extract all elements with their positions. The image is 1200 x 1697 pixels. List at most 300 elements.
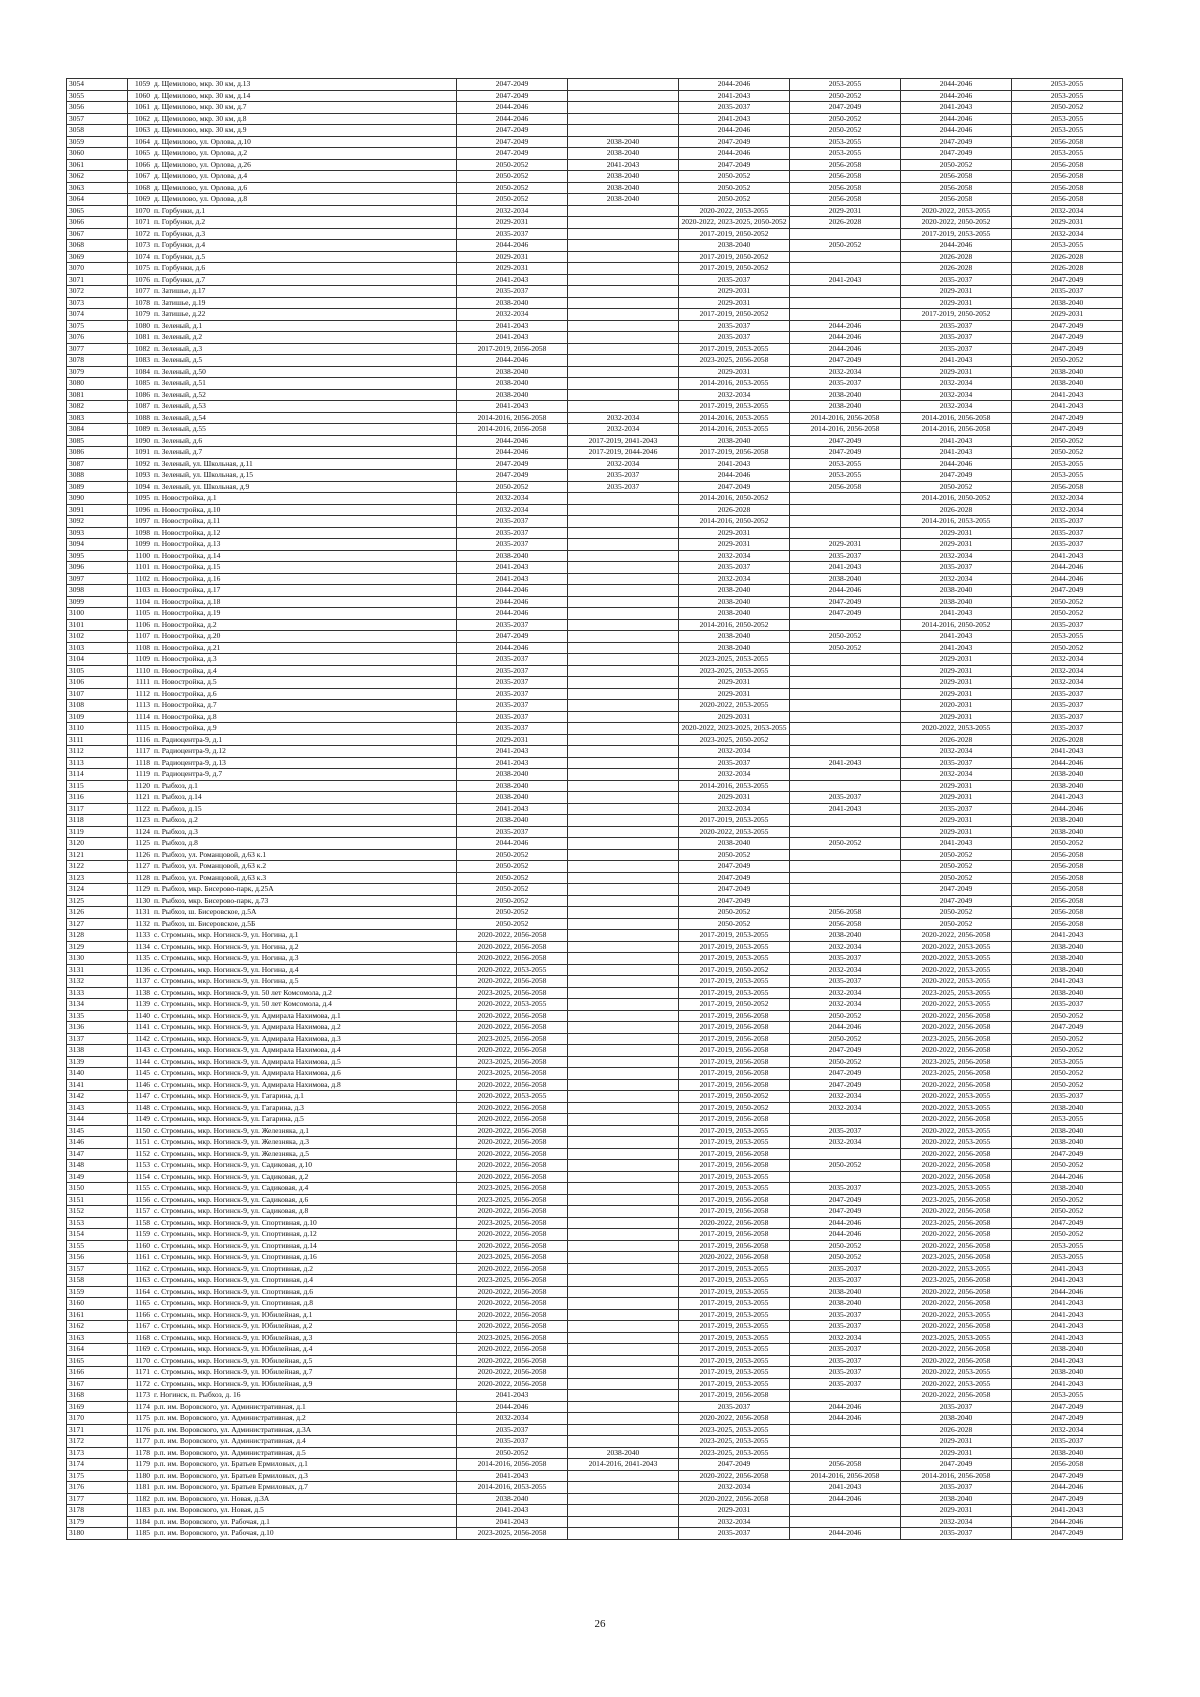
cell-y6: 2038-2040 (1012, 1367, 1123, 1379)
cell-y6: 2041-2043 (1012, 1505, 1123, 1517)
cell-y2 (568, 1321, 679, 1333)
table-row (67, 849, 1123, 861)
cell-y3: 2032-2034 (679, 746, 790, 758)
table-row (67, 1022, 1123, 1034)
cell-y5: 2047-2049 (901, 884, 1012, 896)
cell-y1: 2020-2022, 2056-2058 (457, 1263, 568, 1275)
cell-y3: 2050-2052 (679, 194, 790, 206)
cell-num: 1073 (128, 240, 153, 252)
cell-y4: 2050-2052 (790, 1252, 901, 1264)
table-row (67, 838, 1123, 850)
cell-y1: 2020-2022, 2056-2058 (457, 1160, 568, 1172)
cell-id: 3176 (67, 1482, 128, 1494)
table-row (67, 861, 1123, 873)
cell-address: п. Зеленый, д.52 (152, 389, 457, 401)
cell-num: 1118 (128, 757, 153, 769)
cell-address: п. Зеленый, ул. Школьная, д.15 (152, 470, 457, 482)
cell-y5: 2020-2022, 2056-2058 (901, 1114, 1012, 1126)
cell-y2 (568, 1516, 679, 1528)
table-row (67, 527, 1123, 539)
cell-num: 1092 (128, 458, 153, 470)
cell-y1: 2023-2025, 2056-2058 (457, 1252, 568, 1264)
table-row (67, 366, 1123, 378)
cell-num: 1150 (128, 1125, 153, 1137)
cell-y6: 2056-2058 (1012, 194, 1123, 206)
cell-y2 (568, 1068, 679, 1080)
cell-y3: 2035-2037 (679, 320, 790, 332)
cell-y5: 2020-2022, 2053-2055 (901, 205, 1012, 217)
cell-y6: 2032-2034 (1012, 677, 1123, 689)
cell-y1: 2041-2043 (457, 1470, 568, 1482)
cell-y6: 2047-2049 (1012, 1148, 1123, 1160)
cell-y1: 2035-2037 (457, 711, 568, 723)
cell-y6: 2041-2043 (1012, 792, 1123, 804)
cell-id: 3082 (67, 401, 128, 413)
cell-y3: 2032-2034 (679, 550, 790, 562)
cell-y2 (568, 389, 679, 401)
cell-y2 (568, 1240, 679, 1252)
cell-id: 3129 (67, 941, 128, 953)
cell-y4: 2050-2052 (790, 240, 901, 252)
cell-num: 1094 (128, 481, 153, 493)
cell-y6: 2050-2052 (1012, 355, 1123, 367)
table-row (67, 194, 1123, 206)
cell-y5: 2014-2016, 2056-2058 (901, 1470, 1012, 1482)
cell-y4: 2047-2049 (790, 435, 901, 447)
cell-address: п. Затишье, д.19 (152, 297, 457, 309)
cell-y4: 2050-2052 (790, 838, 901, 850)
table-row (67, 1171, 1123, 1183)
table-row (67, 550, 1123, 562)
cell-id: 3112 (67, 746, 128, 758)
cell-y2 (568, 320, 679, 332)
cell-y5: 2047-2049 (901, 470, 1012, 482)
cell-y4 (790, 665, 901, 677)
cell-address: п. Горбунки, д.5 (152, 251, 457, 263)
cell-y1: 2020-2022, 2053-2055 (457, 1091, 568, 1103)
table-row (67, 481, 1123, 493)
cell-num: 1177 (128, 1436, 153, 1448)
cell-num: 1072 (128, 228, 153, 240)
cell-y3: 2035-2037 (679, 757, 790, 769)
cell-address: с. Стромынь, мкр. Ногинск-9, ул. Адмирала Нахимова, д.2 (152, 1022, 457, 1034)
table-row (67, 251, 1123, 263)
cell-y3: 2044-2046 (679, 125, 790, 137)
cell-num: 1121 (128, 792, 153, 804)
cell-y3: 2017-2019, 2056-2058 (679, 1390, 790, 1402)
cell-num: 1181 (128, 1482, 153, 1494)
cell-y5: 2032-2034 (901, 378, 1012, 390)
cell-y1: 2041-2043 (457, 1390, 568, 1402)
cell-y2: 2041-2043 (568, 159, 679, 171)
cell-id: 3098 (67, 585, 128, 597)
cell-y5: 2020-2022, 2053-2055 (901, 1137, 1012, 1149)
cell-y4: 2032-2034 (790, 1091, 901, 1103)
cell-y1: 2023-2025, 2056-2058 (457, 1056, 568, 1068)
cell-y3: 2017-2019, 2050-2052 (679, 309, 790, 321)
cell-y5: 2026-2028 (901, 1424, 1012, 1436)
cell-num: 1082 (128, 343, 153, 355)
cell-y3: 2023-2025, 2053-2055 (679, 665, 790, 677)
cell-y2 (568, 596, 679, 608)
cell-y2 (568, 1263, 679, 1275)
cell-address: с. Стромынь, мкр. Ногинск-9, ул. Ногина, д.1 (152, 930, 457, 942)
cell-y3: 2017-2019, 2050-2052 (679, 1091, 790, 1103)
cell-address: р.п. им. Воровского, ул. Административная, д.3А (152, 1424, 457, 1436)
cell-address: п. Затишье, д.22 (152, 309, 457, 321)
cell-y6: 2056-2058 (1012, 849, 1123, 861)
cell-address: с. Стромынь, мкр. Ногинск-9, ул. Спортивная, д.4 (152, 1275, 457, 1287)
cell-num: 1167 (128, 1321, 153, 1333)
cell-y1: 2035-2037 (457, 688, 568, 700)
cell-address: р.п. им. Воровского, ул. Административная, д.4 (152, 1436, 457, 1448)
cell-num: 1075 (128, 263, 153, 275)
cell-y5: 2044-2046 (901, 90, 1012, 102)
table-row (67, 723, 1123, 735)
cell-y4: 2041-2043 (790, 562, 901, 574)
table-row (67, 700, 1123, 712)
cell-y1: 2038-2040 (457, 792, 568, 804)
cell-id: 3121 (67, 849, 128, 861)
cell-num: 1081 (128, 332, 153, 344)
cell-id: 3125 (67, 895, 128, 907)
cell-num: 1155 (128, 1183, 153, 1195)
cell-y5: 2017-2019, 2050-2052 (901, 309, 1012, 321)
cell-y1: 2014-2016, 2056-2058 (457, 424, 568, 436)
cell-y1: 2020-2022, 2056-2058 (457, 1045, 568, 1057)
cell-y6: 2038-2040 (1012, 826, 1123, 838)
cell-num: 1162 (128, 1263, 153, 1275)
cell-y2: 2032-2034 (568, 458, 679, 470)
cell-y1: 2020-2022, 2056-2058 (457, 1321, 568, 1333)
cell-y2: 2017-2019, 2041-2043 (568, 435, 679, 447)
cell-id: 3148 (67, 1160, 128, 1172)
cell-y4: 2044-2046 (790, 343, 901, 355)
cell-y1: 2038-2040 (457, 780, 568, 792)
cell-y1: 2047-2049 (457, 458, 568, 470)
cell-y2 (568, 1424, 679, 1436)
cell-y2 (568, 493, 679, 505)
cell-y2 (568, 1470, 679, 1482)
cell-y5: 2023-2025, 2056-2058 (901, 1252, 1012, 1264)
cell-y2 (568, 1022, 679, 1034)
table-row (67, 608, 1123, 620)
cell-y4: 2032-2034 (790, 941, 901, 953)
cell-id: 3083 (67, 412, 128, 424)
cell-y1: 2020-2022, 2053-2055 (457, 999, 568, 1011)
cell-y3: 2029-2031 (679, 366, 790, 378)
cell-y5: 2050-2052 (901, 861, 1012, 873)
cell-id: 3113 (67, 757, 128, 769)
cell-y1: 2044-2046 (457, 596, 568, 608)
cell-y1: 2020-2022, 2056-2058 (457, 1206, 568, 1218)
cell-y3: 2041-2043 (679, 458, 790, 470)
cell-y2 (568, 274, 679, 286)
cell-address: д. Щемилово, мкр. 30 км, д.9 (152, 125, 457, 137)
cell-address: п. Новостройка, д.14 (152, 550, 457, 562)
cell-id: 3056 (67, 102, 128, 114)
cell-id: 3178 (67, 1505, 128, 1517)
cell-num: 1070 (128, 205, 153, 217)
cell-y2: 2038-2040 (568, 171, 679, 183)
table-row (67, 1056, 1123, 1068)
cell-y6: 2044-2046 (1012, 803, 1123, 815)
cell-y5: 2038-2040 (901, 1493, 1012, 1505)
cell-address: п. Зеленый, д.1 (152, 320, 457, 332)
cell-y6: 2035-2037 (1012, 999, 1123, 1011)
cell-y3: 2020-2022, 2053-2055 (679, 700, 790, 712)
cell-y5: 2050-2052 (901, 849, 1012, 861)
cell-y6: 2041-2043 (1012, 401, 1123, 413)
table-row (67, 1447, 1123, 1459)
cell-num: 1096 (128, 504, 153, 516)
table-row (67, 401, 1123, 413)
cell-y3: 2047-2049 (679, 872, 790, 884)
cell-address: с. Стромынь, мкр. Ногинск-9, ул. Юбилейная, д.1 (152, 1309, 457, 1321)
cell-y3: 2014-2016, 2053-2055 (679, 780, 790, 792)
cell-y1: 2035-2037 (457, 527, 568, 539)
table-row (67, 815, 1123, 827)
table-row (67, 79, 1123, 91)
table-row (67, 435, 1123, 447)
cell-y3: 2020-2022, 2023-2025, 2053-2055 (679, 723, 790, 735)
cell-y5: 2020-2022, 2056-2058 (901, 1298, 1012, 1310)
cell-y3: 2041-2043 (679, 90, 790, 102)
cell-address: с. Стромынь, мкр. Ногинск-9, ул. Адмирала Нахимова, д.3 (152, 1033, 457, 1045)
table-row (67, 872, 1123, 884)
table-row (67, 918, 1123, 930)
cell-y3: 2017-2019, 2053-2055 (679, 1183, 790, 1195)
cell-y6: 2047-2049 (1012, 332, 1123, 344)
table-row (67, 734, 1123, 746)
cell-y5: 2026-2028 (901, 263, 1012, 275)
cell-y4: 2047-2049 (790, 1079, 901, 1091)
cell-y3: 2017-2019, 2056-2058 (679, 1114, 790, 1126)
cell-y6: 2038-2040 (1012, 769, 1123, 781)
cell-y5: 2035-2037 (901, 343, 1012, 355)
cell-num: 1184 (128, 1516, 153, 1528)
cell-y6: 2035-2037 (1012, 286, 1123, 298)
cell-id: 3146 (67, 1137, 128, 1149)
cell-num: 1126 (128, 849, 153, 861)
cell-y5: 2032-2034 (901, 573, 1012, 585)
cell-y6: 2038-2040 (1012, 366, 1123, 378)
cell-num: 1109 (128, 654, 153, 666)
cell-y1: 2020-2022, 2056-2058 (457, 941, 568, 953)
cell-y6: 2038-2040 (1012, 953, 1123, 965)
cell-y1: 2023-2025, 2056-2058 (457, 1068, 568, 1080)
cell-y3: 2014-2016, 2050-2052 (679, 493, 790, 505)
cell-y6: 2047-2049 (1012, 1401, 1123, 1413)
cell-num: 1129 (128, 884, 153, 896)
cell-num: 1140 (128, 1010, 153, 1022)
cell-y6: 2026-2028 (1012, 734, 1123, 746)
cell-id: 3065 (67, 205, 128, 217)
cell-y2: 2014-2016, 2041-2043 (568, 1459, 679, 1471)
cell-num: 1098 (128, 527, 153, 539)
cell-y3: 2026-2028 (679, 504, 790, 516)
cell-y3: 2020-2022, 2056-2058 (679, 1252, 790, 1264)
cell-y3: 2017-2019, 2053-2055 (679, 1125, 790, 1137)
cell-y2 (568, 1298, 679, 1310)
table-row (67, 1298, 1123, 1310)
cell-y6: 2035-2037 (1012, 516, 1123, 528)
cell-y1: 2020-2022, 2056-2058 (457, 1010, 568, 1022)
cell-y2: 2038-2040 (568, 194, 679, 206)
cell-y5: 2050-2052 (901, 481, 1012, 493)
table-row (67, 182, 1123, 194)
cell-num: 1059 (128, 79, 153, 91)
cell-num: 1123 (128, 815, 153, 827)
cell-y2 (568, 1344, 679, 1356)
cell-y4: 2053-2055 (790, 470, 901, 482)
cell-y5: 2047-2049 (901, 136, 1012, 148)
cell-y4 (790, 1436, 901, 1448)
cell-num: 1185 (128, 1528, 153, 1540)
cell-y4: 2038-2040 (790, 573, 901, 585)
cell-y4: 2035-2037 (790, 1309, 901, 1321)
cell-id: 3054 (67, 79, 128, 91)
table-row (67, 987, 1123, 999)
cell-num: 1178 (128, 1447, 153, 1459)
table-row (67, 205, 1123, 217)
cell-y4 (790, 746, 901, 758)
cell-y6: 2044-2046 (1012, 1171, 1123, 1183)
cell-y1: 2020-2022, 2056-2058 (457, 1114, 568, 1126)
cell-address: п. Новостройка, д.6 (152, 688, 457, 700)
cell-id: 3162 (67, 1321, 128, 1333)
cell-num: 1128 (128, 872, 153, 884)
cell-y5: 2023-2025, 2053-2055 (901, 1332, 1012, 1344)
cell-num: 1115 (128, 723, 153, 735)
cell-address: д. Щемилово, ул. Орлова, д.4 (152, 171, 457, 183)
cell-address: с. Стромынь, мкр. Ногинск-9, ул. Юбилейная, д.4 (152, 1344, 457, 1356)
cell-y6: 2047-2049 (1012, 1217, 1123, 1229)
cell-address: п. Затишье, д.17 (152, 286, 457, 298)
table-row (67, 125, 1123, 137)
cell-num: 1130 (128, 895, 153, 907)
cell-y5: 2029-2031 (901, 1505, 1012, 1517)
table-row (67, 217, 1123, 229)
cell-y3: 2038-2040 (679, 240, 790, 252)
cell-y5: 2026-2028 (901, 504, 1012, 516)
cell-y1: 2038-2040 (457, 366, 568, 378)
cell-id: 3165 (67, 1355, 128, 1367)
cell-address: с. Стромынь, мкр. Ногинск-9, ул. Садиковая, д.2 (152, 1171, 457, 1183)
table-row (67, 136, 1123, 148)
cell-y2 (568, 366, 679, 378)
cell-y6: 2053-2055 (1012, 1240, 1123, 1252)
table-row (67, 562, 1123, 574)
table-row (67, 424, 1123, 436)
cell-num: 1149 (128, 1114, 153, 1126)
table-row (67, 1401, 1123, 1413)
cell-y1: 2041-2043 (457, 332, 568, 344)
cell-y1: 2014-2016, 2056-2058 (457, 1459, 568, 1471)
cell-y6: 2050-2052 (1012, 596, 1123, 608)
cell-y4 (790, 654, 901, 666)
cell-y5: 2023-2025, 2056-2058 (901, 1194, 1012, 1206)
cell-id: 3179 (67, 1516, 128, 1528)
cell-id: 3117 (67, 803, 128, 815)
cell-y5: 2041-2043 (901, 102, 1012, 114)
cell-y5: 2032-2034 (901, 401, 1012, 413)
cell-y4: 2044-2046 (790, 1493, 901, 1505)
cell-id: 3150 (67, 1183, 128, 1195)
cell-address: п. Зеленый, д.6 (152, 435, 457, 447)
cell-address: с. Стромынь, мкр. Ногинск-9, ул. Спортивная, д.8 (152, 1298, 457, 1310)
cell-y3: 2017-2019, 2056-2058 (679, 1022, 790, 1034)
cell-y5: 2029-2031 (901, 366, 1012, 378)
cell-y5: 2038-2040 (901, 585, 1012, 597)
cell-id: 3144 (67, 1114, 128, 1126)
cell-address: п. Зеленый, д.50 (152, 366, 457, 378)
cell-num: 1104 (128, 596, 153, 608)
cell-num: 1166 (128, 1309, 153, 1321)
cell-y3: 2029-2031 (679, 677, 790, 689)
table-row (67, 1240, 1123, 1252)
cell-y4: 2047-2049 (790, 1206, 901, 1218)
cell-y1: 2050-2052 (457, 918, 568, 930)
cell-y5: 2020-2022, 2053-2055 (901, 976, 1012, 988)
cell-num: 1153 (128, 1160, 153, 1172)
table-row (67, 884, 1123, 896)
cell-y5: 2035-2037 (901, 320, 1012, 332)
cell-address: с. Стромынь, мкр. Ногинск-9, ул. Ногина, д.3 (152, 953, 457, 965)
cell-y3: 2014-2016, 2050-2052 (679, 619, 790, 631)
table-row (67, 378, 1123, 390)
cell-y2 (568, 1493, 679, 1505)
cell-num: 1171 (128, 1367, 153, 1379)
cell-num: 1148 (128, 1102, 153, 1114)
cell-id: 3074 (67, 309, 128, 321)
cell-y2 (568, 1286, 679, 1298)
cell-y5: 2041-2043 (901, 631, 1012, 643)
cell-y6: 2050-2052 (1012, 1079, 1123, 1091)
table-row (67, 1125, 1123, 1137)
cell-y4 (790, 516, 901, 528)
cell-address: с. Стромынь, мкр. Ногинск-9, ул. Спортивная, д.2 (152, 1263, 457, 1275)
cell-y4 (790, 826, 901, 838)
cell-id: 3132 (67, 976, 128, 988)
cell-y3: 2017-2019, 2050-2052 (679, 999, 790, 1011)
cell-y6: 2038-2040 (1012, 1447, 1123, 1459)
cell-y3: 2017-2019, 2053-2055 (679, 1378, 790, 1390)
cell-y6: 2044-2046 (1012, 757, 1123, 769)
cell-y3: 2035-2037 (679, 1528, 790, 1540)
cell-address: п. Рыбхоз, д.15 (152, 803, 457, 815)
cell-y5: 2029-2031 (901, 826, 1012, 838)
cell-y2 (568, 1378, 679, 1390)
cell-y5: 2023-2025, 2056-2058 (901, 1056, 1012, 1068)
cell-y5: 2032-2034 (901, 769, 1012, 781)
cell-y3: 2017-2019, 2056-2058 (679, 447, 790, 459)
cell-num: 1165 (128, 1298, 153, 1310)
table-row (67, 1516, 1123, 1528)
table-row (67, 412, 1123, 424)
cell-num: 1161 (128, 1252, 153, 1264)
cell-y3: 2050-2052 (679, 171, 790, 183)
cell-num: 1146 (128, 1079, 153, 1091)
cell-y1: 2050-2052 (457, 182, 568, 194)
cell-y2 (568, 1045, 679, 1057)
cell-y6: 2053-2055 (1012, 1390, 1123, 1402)
cell-address: п. Зеленый, ул. Школьная, д.9 (152, 481, 457, 493)
cell-y1: 2044-2046 (457, 642, 568, 654)
cell-address: п. Рыбхоз, ш. Бисеровское, д.5А (152, 907, 457, 919)
cell-y2 (568, 608, 679, 620)
cell-y6: 2053-2055 (1012, 1252, 1123, 1264)
